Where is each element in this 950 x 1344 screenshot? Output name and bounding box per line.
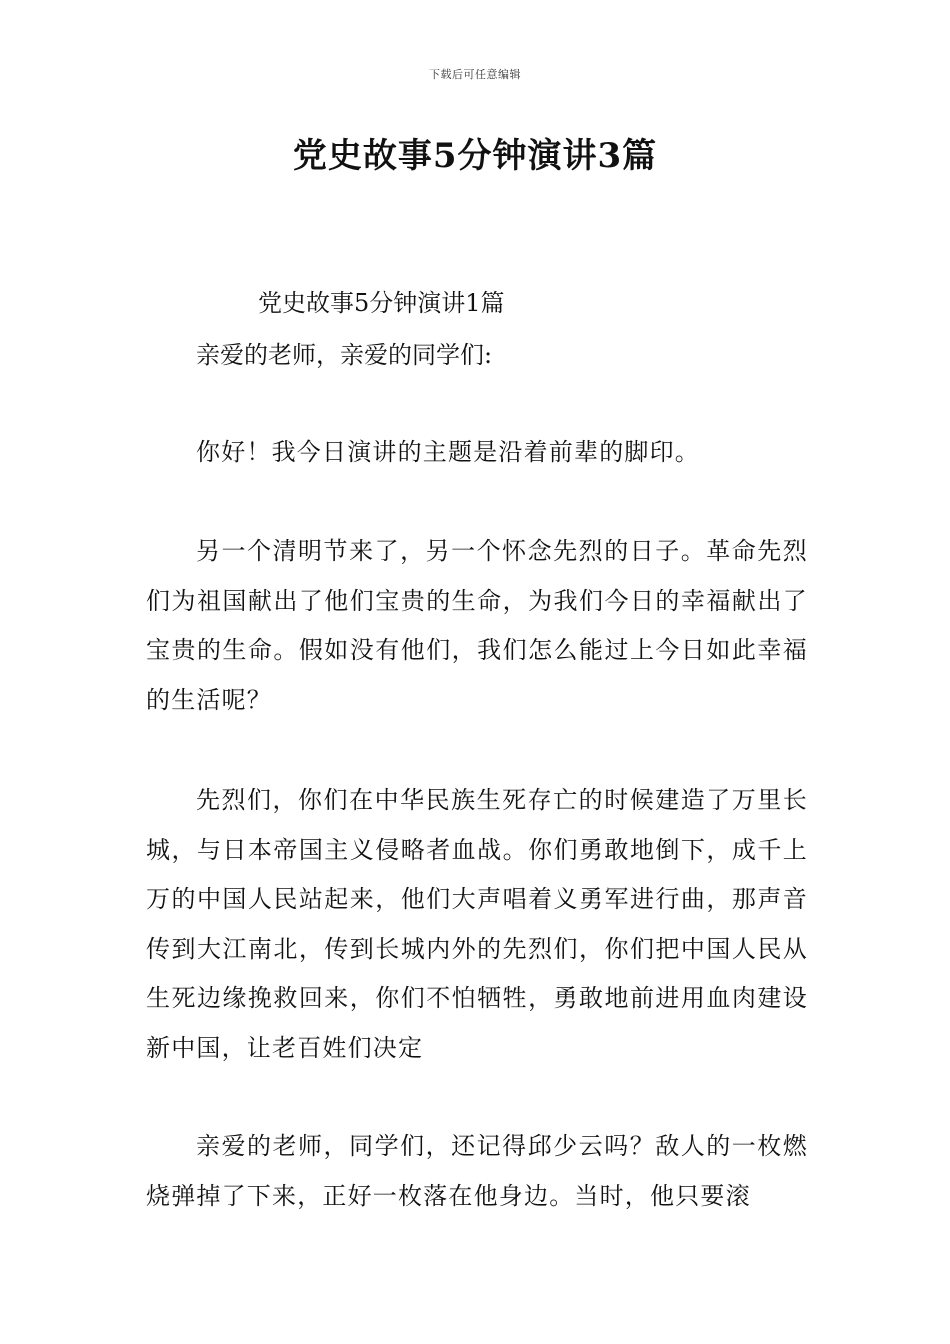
paragraph: 亲爱的老师，同学们，还记得邱少云吗？敌人的一枚燃烧弹掉了下来，正好一枚落在他身边。当时，他只要滚 (146, 1132, 808, 1210)
paragraph: 另一个清明节来了，另一个怀念先烈的日子。革命先烈们为祖国献出了他们宝贵的生命，为我们今日的幸福献出了宝贵的生命。假如没有他们，我们怎么能过上今日如此幸福的生活呢？ (146, 537, 808, 714)
paragraph: 先烈们，你们在中华民族生死存亡的时候建造了万里长城，与日本帝国主义侵略者血战。你们勇敢地倒下，成千上万的中国人民站起来，他们大声唱着义勇军进行曲，那声音传到大江南北，传到长城内外的先烈们，你们把中国人民从生死边缘挽救回来，你们不怕牺牲，勇敢地前进用血肉建设新中国，让老百姓们决定 (146, 786, 808, 1062)
paragraph: 你好！我今日演讲的主题是沿着前辈的脚印。 (196, 438, 700, 466)
header-note: 下载后可任意编辑 (429, 68, 521, 81)
section-title: 党史故事5分钟演讲1篇 (258, 289, 505, 317)
document-title: 党史故事5分钟演讲3篇 (292, 136, 658, 176)
salutation: 亲爱的老师，亲爱的同学们: (196, 341, 493, 369)
